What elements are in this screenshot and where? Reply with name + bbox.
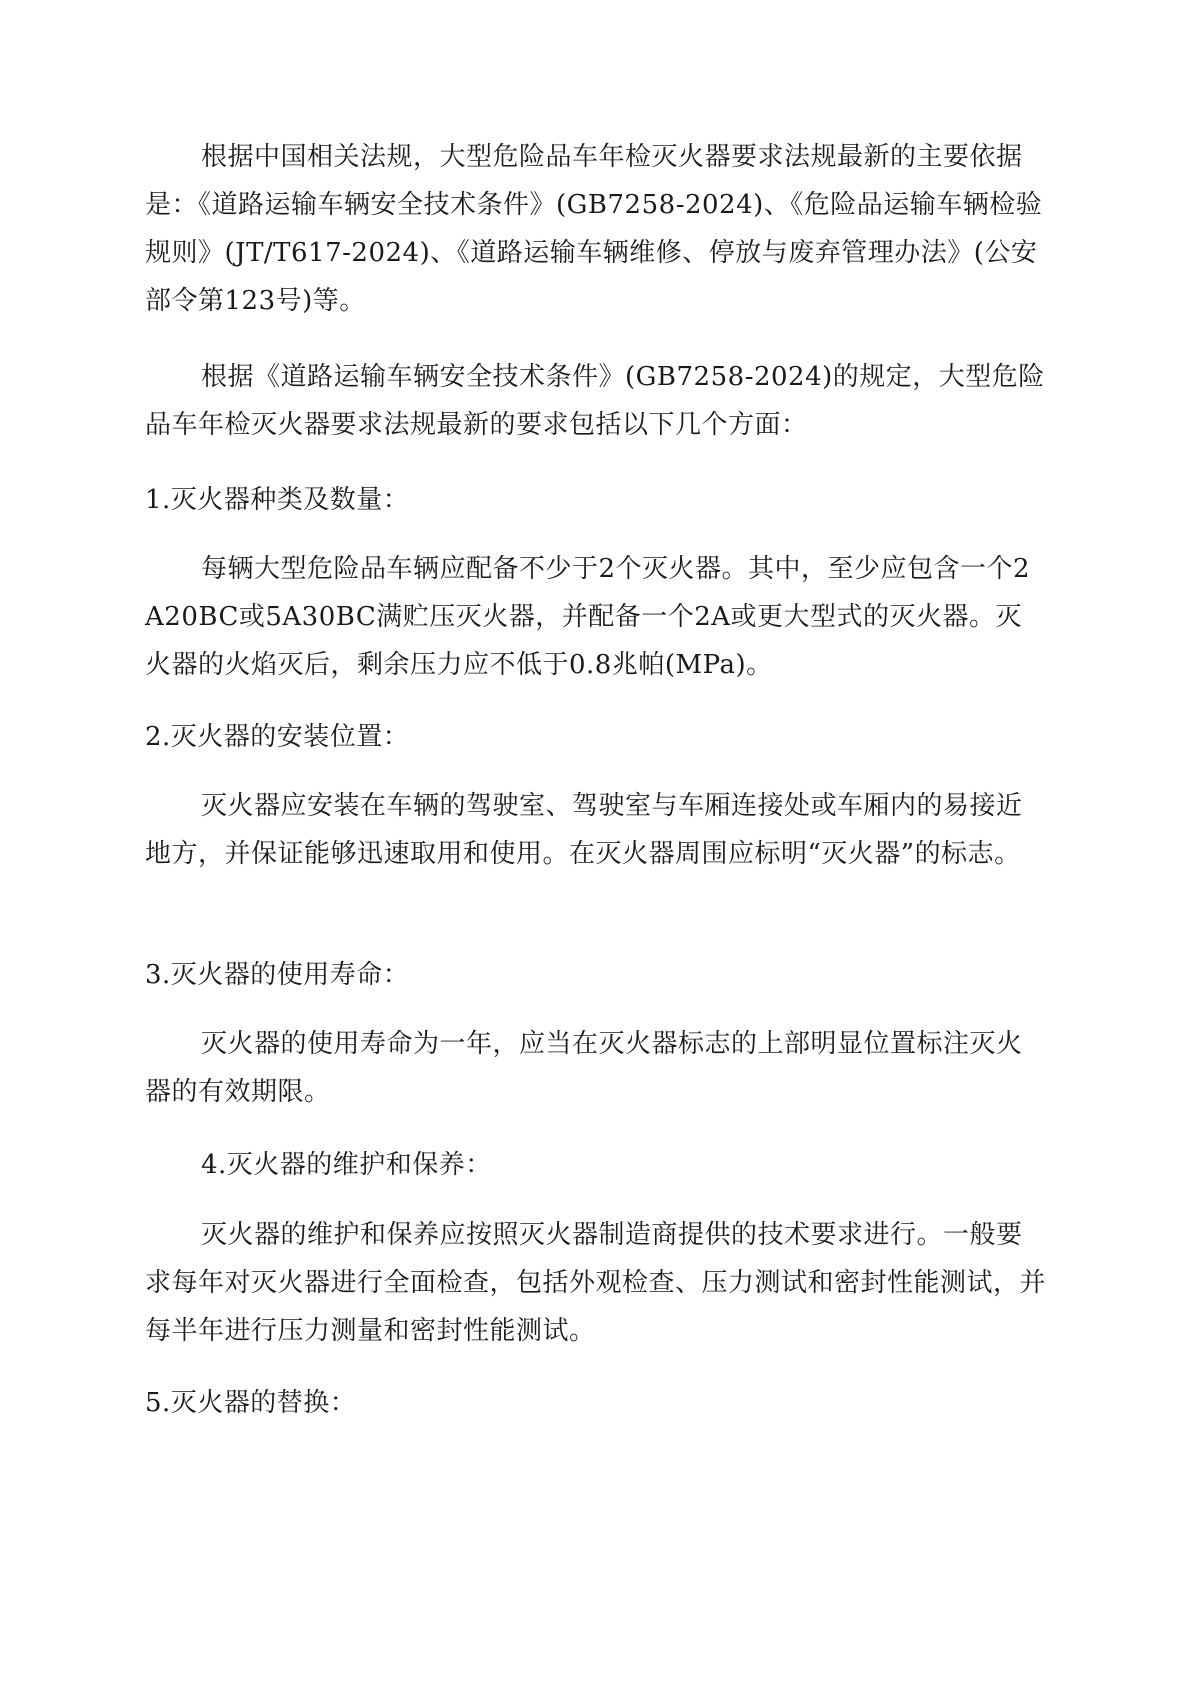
section-body-3: 灭火器的使用寿命为一年，应当在灭火器标志的上部明显位置标注灭火器的有效期限。 [145, 1029, 1023, 1107]
section-body-1: 每辆大型危险品车辆应配备不少于2个灭火器。其中，至少应包含一个2A20BC或5A30BC满贮压灭火器，并配备一个2A或更大型式的灭火器。灭火器的火焰灭后，剩余压力应不低于0.8兆帕(MPa)。 [145, 554, 1031, 680]
intro-paragraph: 根据中国相关法规，大型危险品车年检灭火器要求法规最新的主要依据是：《道路运输车辆安全技术条件》(GB7258-2024)、《危险品运输车辆检验规则》(JT/T617-2024)、《道路运输车辆维修、停放与废弃管理办法》(公安部令第123号)等。 [145, 142, 1043, 316]
requirements-intro-paragraph: 根据《道路运输车辆安全技术条件》(GB7258-2024)的规定，大型危险品车年检灭火器要求法规最新的要求包括以下几个方面： [145, 362, 1045, 440]
section-body-2: 灭火器应安装在车辆的驾驶室、驾驶室与车厢连接处或车厢内的易接近地方，并保证能够迅速取用和使用。在灭火器周围应标明“灭火器”的标志。 [145, 791, 1023, 869]
section-heading-2: 2.灭火器的安装位置： [145, 722, 410, 752]
section-heading-1: 1.灭火器种类及数量： [145, 485, 410, 515]
section-heading-5: 5.灭火器的替换： [145, 1388, 357, 1418]
section-body-4: 灭火器的维护和保养应按照灭火器制造商提供的技术要求进行。一般要求每年对灭火器进行全面检查，包括外观检查、压力测试和密封性能测试，并每半年进行压力测量和密封性能测试。 [145, 1220, 1047, 1346]
section-heading-3: 3.灭火器的使用寿命： [145, 960, 410, 990]
section-heading-4: 4.灭火器的维护和保养： [201, 1150, 492, 1180]
